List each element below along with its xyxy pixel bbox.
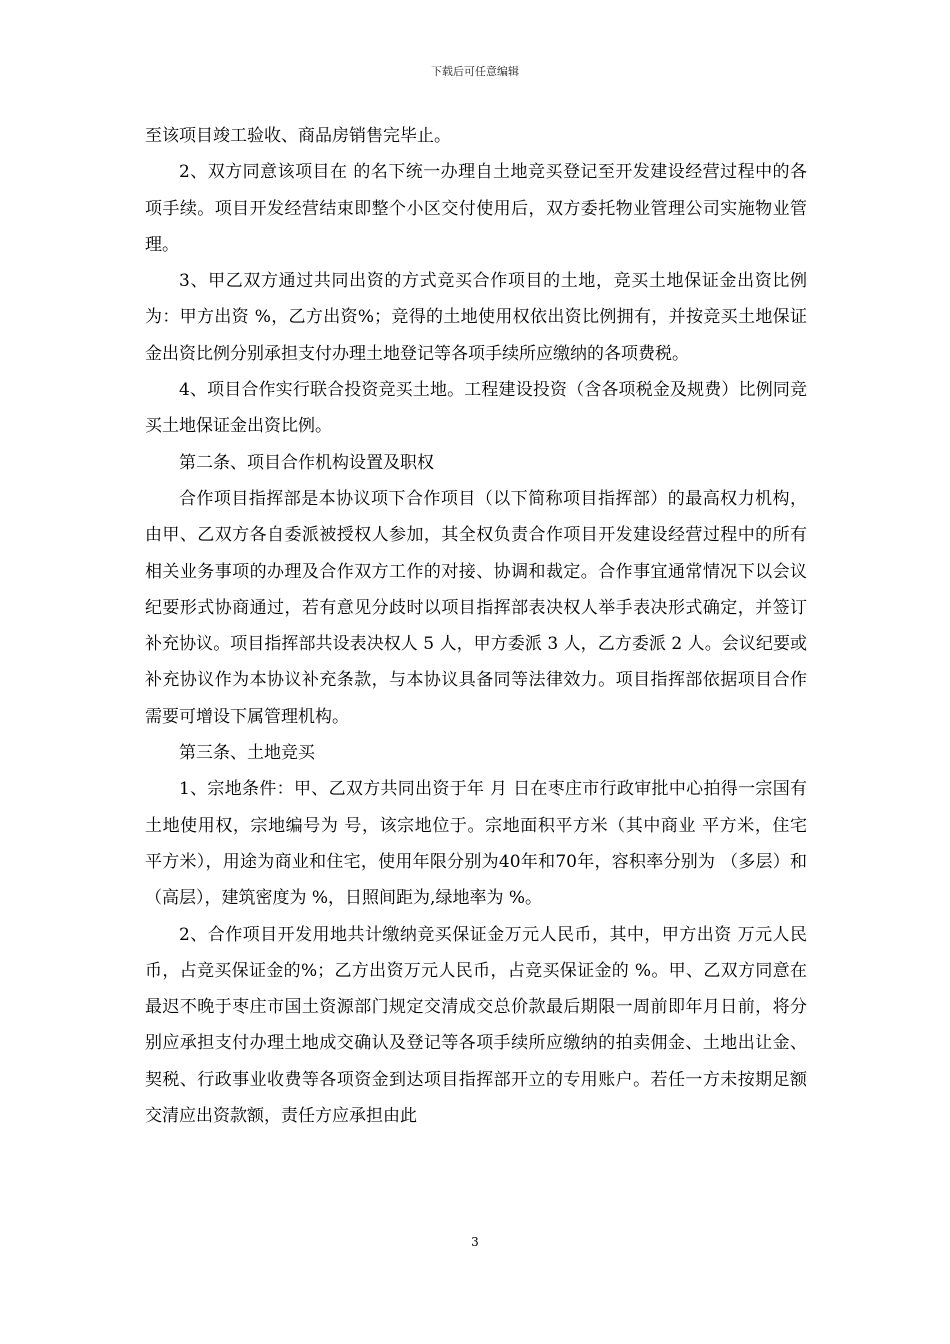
section-heading-article-3: 第三条、土地竞买 <box>179 743 315 764</box>
paragraph-deposit: 2、合作项目开发用地共计缴纳竞买保证金万元人民币，其中，甲方出资 万元人民币，占竞买保证金的%；乙方出资万元人民币，占竞买保证金的 %。甲、乙双方同意在最迟不晚于枣庄市国土资源部门规定交清成交总价款最后期限一周前即年月日前，将分别应承担支付办理土地成交确认及登记等各项手续所应缴纳的拍卖佣金、土地出让金、契税、行政事业收费等各项资金到达项目指挥部开立的专用账户。若任一方未按期足额交清应出资款额，责任方应承担由此 <box>145 924 807 1127</box>
document-body <box>145 118 813 1134</box>
paragraph-project-command: 合作项目指挥部是本协议项下合作项目（以下简称项目指挥部）的最高权力机构，由甲、乙双方各自委派被授权人参加，其全权负责合作项目开发建设经营过程中的所有相关业务事项的办理及合作双方工作的对接、协调和裁定。合作事宜通常情况下以会议纪要形式协商通过，若有意见分歧时以项目指挥部表决权人举手表决形式确定，并签订补充协议。项目指挥部共设表决权人 5 人，甲方委派 3 人，乙方委派 2 人。会议纪要或补充协议作为本协议补充条款，与本协议具备同等法律效力。项目指挥部依据项目合作需要可增设下属管理机构。 <box>145 488 807 727</box>
paragraph-land-conditions: 1、宗地条件：甲、乙双方共同出资于年 月 日在枣庄市行政审批中心拍得一宗国有土地使用权，宗地编号为 号，该宗地位于。宗地面积平方米（其中商业 平方米，住宅 平方米），用途为商业和住宅，使用年限分别为40年和70年，容积率分别为 （多层）和 （高层），建筑密度为 %，日照间距为,绿地率为 %。 <box>145 779 813 909</box>
page-header: 下载后可任意编辑 <box>431 65 519 78</box>
page-number: 3 <box>471 1235 479 1249</box>
paragraph-item-4: 4、项目合作实行联合投资竞买土地。工程建设投资（含各项税金及规费）比例同竞买土地保证金出资比例。 <box>145 380 807 437</box>
section-heading-article-2: 第二条、项目合作机构设置及职权 <box>179 452 434 473</box>
paragraph-item-3: 3、甲乙双方通过共同出资的方式竞买合作项目的土地，竞买土地保证金出资比例为：甲方出资 %，乙方出资%；竞得的土地使用权依出资比例拥有，并按竞买土地保证金出资比例分别承担支付办理土地登记等各项手续所应缴纳的各项费税。 <box>145 271 807 364</box>
paragraph-item-2: 2、双方同意该项目在 的名下统一办理自土地竞买登记至开发建设经营过程中的各项手续。项目开发经营结束即整个小区交付使用后，双方委托物业管理公司实施物业管理。 <box>145 162 807 255</box>
paragraph-continuation: 至该项目竣工验收、商品房销售完毕止。 <box>145 126 451 146</box>
